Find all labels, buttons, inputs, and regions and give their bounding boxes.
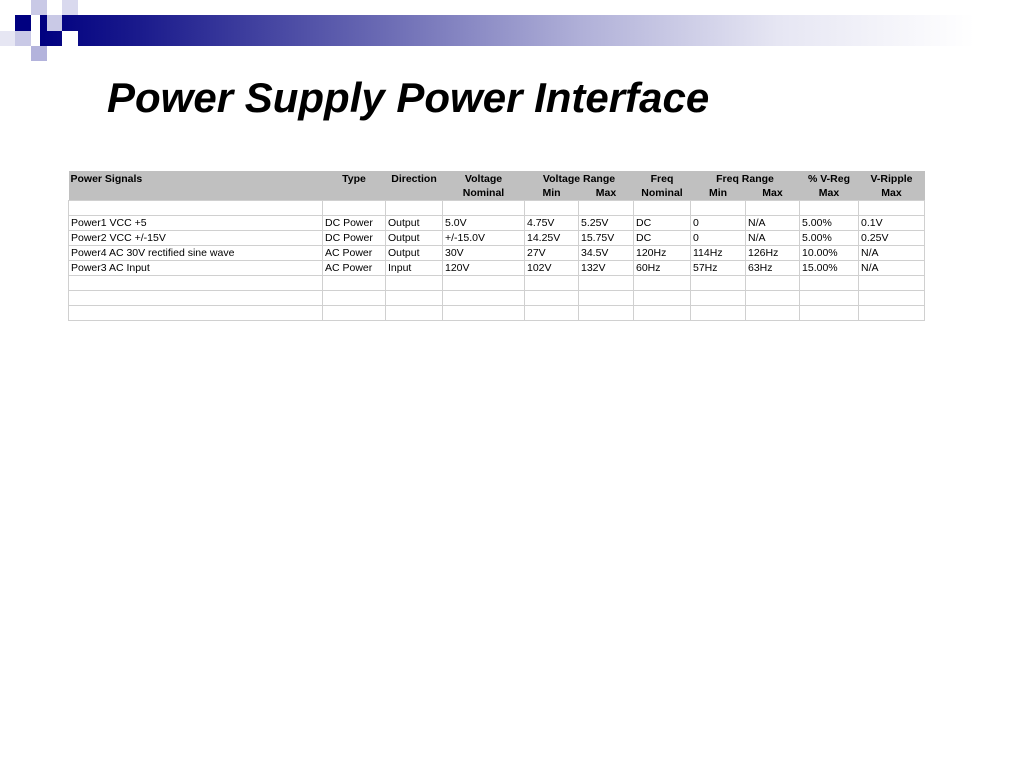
table-cell (443, 306, 525, 321)
header-cell: Nominal (443, 186, 525, 201)
decor-square (47, 15, 62, 31)
table-row (69, 261, 925, 276)
table-cell (859, 291, 925, 306)
table-cell: 5.25V (579, 216, 634, 231)
table-cell: 114Hz (691, 246, 746, 261)
header-cell: Min (691, 186, 746, 201)
table-cell: 132V (579, 261, 634, 276)
table-cell: Output (386, 216, 443, 231)
table-cell: Input (386, 261, 443, 276)
table-cell: 5.00% (800, 216, 859, 231)
table-cell (69, 201, 323, 216)
table-row (69, 246, 925, 261)
table-cell: +/-15.0V (443, 231, 525, 246)
header-cell: Type (323, 171, 386, 186)
table-cell: 57Hz (691, 261, 746, 276)
header-cell: Max (859, 186, 925, 201)
decor-square (62, 31, 78, 46)
table-cell: 30V (443, 246, 525, 261)
table-cell (525, 276, 579, 291)
table-cell (859, 306, 925, 321)
header-cell (386, 186, 443, 201)
table-cell: Power3 AC Input (69, 261, 323, 276)
table-cell (859, 201, 925, 216)
header-cell: Freq (634, 171, 691, 186)
table-cell: 120Hz (634, 246, 691, 261)
table-cell: 10.00% (800, 246, 859, 261)
table-cell (800, 201, 859, 216)
table-cell: N/A (746, 231, 800, 246)
table-cell: Power1 VCC +5 (69, 216, 323, 231)
table-cell (800, 306, 859, 321)
table-cell (691, 201, 746, 216)
table-cell (800, 291, 859, 306)
header-cell: Max (800, 186, 859, 201)
header-cell: Nominal (634, 186, 691, 201)
header-cell: Voltage (443, 171, 525, 186)
table-cell: 126Hz (746, 246, 800, 261)
table-cell: 15.75V (579, 231, 634, 246)
table-cell: AC Power (323, 261, 386, 276)
table-cell (69, 276, 323, 291)
table-cell (443, 201, 525, 216)
table-cell: 5.0V (443, 216, 525, 231)
power-interface-table-container (68, 171, 924, 321)
table-cell (579, 201, 634, 216)
table-cell (443, 276, 525, 291)
table-row (69, 306, 925, 321)
table-row (69, 201, 925, 216)
table-cell: Power2 VCC +/-15V (69, 231, 323, 246)
table-cell (443, 291, 525, 306)
table-cell: 102V (525, 261, 579, 276)
table-cell (691, 291, 746, 306)
table-cell (634, 291, 691, 306)
table-row (69, 231, 925, 246)
header-cell: V-Ripple (859, 171, 925, 186)
table-cell (386, 201, 443, 216)
table-cell: DC (634, 231, 691, 246)
table-cell: 120V (443, 261, 525, 276)
table-cell (859, 276, 925, 291)
table-row (69, 291, 925, 306)
table-cell (634, 306, 691, 321)
table-cell (386, 291, 443, 306)
table-cell (746, 306, 800, 321)
table-cell: N/A (859, 246, 925, 261)
table-cell: Power4 AC 30V rectified sine wave (69, 246, 323, 261)
table-cell (579, 306, 634, 321)
table-cell (634, 201, 691, 216)
table-cell (746, 201, 800, 216)
table-cell: 0 (691, 231, 746, 246)
table-cell: 0 (691, 216, 746, 231)
header-band (40, 15, 1024, 46)
table-header-row (69, 171, 925, 186)
header-cell: Direction (386, 171, 443, 186)
header-cell: Freq Range (691, 171, 800, 186)
table-cell: 5.00% (800, 231, 859, 246)
table-body (69, 201, 925, 321)
table-cell (323, 291, 386, 306)
header-cell: % V-Reg (800, 171, 859, 186)
table-cell (323, 201, 386, 216)
table-cell (323, 306, 386, 321)
header-cell (69, 186, 323, 201)
table-cell (746, 276, 800, 291)
header-cell: Max (746, 186, 800, 201)
decor-square (0, 31, 15, 46)
table-cell: N/A (859, 261, 925, 276)
table-cell: 60Hz (634, 261, 691, 276)
table-cell: DC Power (323, 231, 386, 246)
power-interface-table (68, 171, 925, 321)
header-cell (323, 186, 386, 201)
table-cell: AC Power (323, 246, 386, 261)
table-cell (579, 291, 634, 306)
table-cell (691, 306, 746, 321)
header-cell: Max (579, 186, 634, 201)
table-cell: 0.25V (859, 231, 925, 246)
table-cell: N/A (746, 216, 800, 231)
table-cell: 15.00% (800, 261, 859, 276)
table-cell (634, 276, 691, 291)
table-cell: DC (634, 216, 691, 231)
table-cell: 63Hz (746, 261, 800, 276)
table-row (69, 276, 925, 291)
table-cell (69, 306, 323, 321)
table-cell (691, 276, 746, 291)
table-cell: Output (386, 231, 443, 246)
decor-square (31, 46, 47, 61)
table-cell (323, 276, 386, 291)
table-cell: 14.25V (525, 231, 579, 246)
table-cell (800, 276, 859, 291)
slide-title: Power Supply Power Interface (107, 74, 710, 121)
table-cell (525, 291, 579, 306)
table-cell: 0.1V (859, 216, 925, 231)
decor-square (15, 15, 31, 31)
table-cell (746, 291, 800, 306)
table-cell: Output (386, 246, 443, 261)
header-cell: Power Signals (69, 171, 323, 186)
header-cell: Voltage Range (525, 171, 634, 186)
table-cell (386, 276, 443, 291)
table-header-row (69, 186, 925, 201)
table-cell (525, 201, 579, 216)
decor-square (62, 0, 78, 15)
decor-square (15, 31, 31, 46)
table-cell (386, 306, 443, 321)
table-cell (525, 306, 579, 321)
table-cell: 34.5V (579, 246, 634, 261)
table-cell: 4.75V (525, 216, 579, 231)
table-row (69, 216, 925, 231)
table-cell: DC Power (323, 216, 386, 231)
table-cell (69, 291, 323, 306)
header-cell: Min (525, 186, 579, 201)
table-cell: 27V (525, 246, 579, 261)
table-cell (579, 276, 634, 291)
decor-square (31, 0, 47, 15)
